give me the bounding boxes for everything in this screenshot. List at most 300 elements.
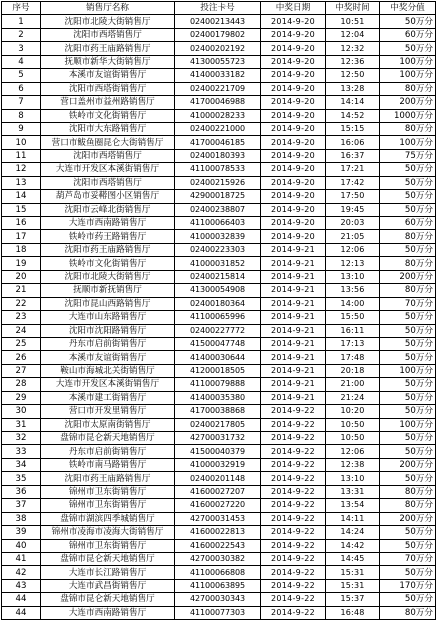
cell-serial: 11	[2, 149, 41, 162]
cell-card-number: 42700031453	[175, 512, 261, 525]
cell-card-number: 02400238807	[175, 203, 261, 216]
cell-win-value: 100万分	[380, 136, 436, 149]
cell-serial: 4	[2, 55, 41, 68]
cell-win-value: 50万分	[380, 337, 436, 350]
cell-win-date: 2014-9-21	[261, 391, 326, 404]
cell-win-date: 2014-9-22	[261, 405, 326, 418]
lottery-winners-table	[1, 1, 436, 620]
cell-win-time: 14:45	[326, 552, 380, 565]
cell-hall-name: 鞍山市海城北关街销售厅	[41, 364, 175, 377]
cell-win-date: 2014-9-21	[261, 297, 326, 310]
cell-win-date: 2014-9-21	[261, 270, 326, 283]
cell-win-time: 13:56	[326, 284, 380, 297]
table-row	[2, 391, 436, 404]
table-row	[2, 149, 436, 162]
cell-hall-name: 沈阳市云峰北街销售厅	[41, 203, 175, 216]
table-row	[2, 230, 436, 243]
cell-win-time: 16:06	[326, 136, 380, 149]
table-row	[2, 55, 436, 68]
table-row	[2, 458, 436, 471]
cell-win-time: 16:48	[326, 606, 380, 619]
cell-win-value: 50万分	[380, 324, 436, 337]
cell-hall-name: 大连市开发区本溪街销售厅	[41, 163, 175, 176]
cell-card-number: 02400221000	[175, 122, 261, 135]
table-row	[2, 311, 436, 324]
cell-win-time: 15:15	[326, 122, 380, 135]
table-row	[2, 364, 436, 377]
table-row	[2, 176, 436, 189]
cell-card-number: 41400035380	[175, 391, 261, 404]
cell-serial: 25	[2, 337, 41, 350]
table-row	[2, 284, 436, 297]
cell-hall-name: 抚顺市新抚销售厅	[41, 284, 175, 297]
cell-win-value: 80万分	[380, 122, 436, 135]
cell-hall-name: 沈阳市北陵大街销售厅	[41, 270, 175, 283]
cell-serial: 3	[2, 42, 41, 55]
cell-hall-name: 沈阳市太原南街销售厅	[41, 418, 175, 431]
table-row	[2, 257, 436, 270]
cell-win-time: 14:24	[326, 526, 380, 539]
table-row	[2, 418, 436, 431]
cell-hall-name: 盘锦市昆仑新天地销售厅	[41, 593, 175, 606]
cell-win-date: 2014-9-20	[261, 203, 326, 216]
cell-card-number: 41100063895	[175, 579, 261, 592]
cell-win-date: 2014-9-22	[261, 552, 326, 565]
cell-win-date: 2014-9-21	[261, 311, 326, 324]
table-row	[2, 405, 436, 418]
table-row	[2, 485, 436, 498]
cell-serial: 7	[2, 96, 41, 109]
cell-win-date: 2014-9-21	[261, 243, 326, 256]
table-row	[2, 42, 436, 55]
cell-serial: 34	[2, 458, 41, 471]
cell-win-time: 21:05	[326, 230, 380, 243]
cell-serial: 13	[2, 176, 41, 189]
cell-hall-name: 沈阳市北陵大街销售厅	[41, 15, 175, 28]
cell-card-number: 41400033182	[175, 69, 261, 82]
cell-card-number: 41100079888	[175, 378, 261, 391]
cell-win-value: 70万分	[380, 297, 436, 310]
table-row	[2, 28, 436, 41]
cell-hall-name: 大连市西南路销售厅	[41, 606, 175, 619]
cell-win-value: 1000万分	[380, 109, 436, 122]
cell-card-number: 42900018725	[175, 190, 261, 203]
cell-serial: 31	[2, 418, 41, 431]
cell-win-time: 20:03	[326, 217, 380, 230]
cell-win-value: 50万分	[380, 432, 436, 445]
cell-card-number: 41600027220	[175, 499, 261, 512]
table-row	[2, 136, 436, 149]
cell-card-number: 41000032839	[175, 230, 261, 243]
cell-win-date: 2014-9-22	[261, 458, 326, 471]
cell-hall-name: 抚顺市新华大街销售厅	[41, 55, 175, 68]
table-row	[2, 552, 436, 565]
cell-win-time: 13:54	[326, 499, 380, 512]
cell-win-time: 17:42	[326, 176, 380, 189]
cell-win-value: 80万分	[380, 257, 436, 270]
cell-win-value: 50万分	[380, 42, 436, 55]
cell-hall-name: 营口市开发里销售厅	[41, 405, 175, 418]
cell-win-time: 10:51	[326, 15, 380, 28]
cell-win-value: 100万分	[380, 418, 436, 431]
cell-win-time: 13:28	[326, 82, 380, 95]
cell-card-number: 41500040379	[175, 445, 261, 458]
table-row	[2, 378, 436, 391]
cell-win-value: 70万分	[380, 552, 436, 565]
table-row	[2, 337, 436, 350]
cell-win-value: 50万分	[380, 405, 436, 418]
cell-card-number: 41600022813	[175, 526, 261, 539]
cell-win-date: 2014-9-22	[261, 579, 326, 592]
cell-win-time: 13:10	[326, 472, 380, 485]
cell-serial: 1	[2, 15, 41, 28]
cell-card-number: 02400227772	[175, 324, 261, 337]
cell-win-time: 16:11	[326, 324, 380, 337]
cell-card-number: 41700046185	[175, 136, 261, 149]
header-row	[2, 2, 436, 15]
cell-win-date: 2014-9-22	[261, 472, 326, 485]
cell-serial: 22	[2, 297, 41, 310]
cell-win-date: 2014-9-22	[261, 526, 326, 539]
cell-win-value: 60万分	[380, 217, 436, 230]
cell-win-time: 14:14	[326, 96, 380, 109]
cell-win-time: 12:04	[326, 28, 380, 41]
cell-serial: 41	[2, 552, 41, 565]
cell-hall-name: 沈阳市西塔销售厅	[41, 149, 175, 162]
cell-win-time: 10:50	[326, 418, 380, 431]
cell-win-time: 15:31	[326, 579, 380, 592]
cell-card-number: 02400215926	[175, 176, 261, 189]
cell-win-value: 50万分	[380, 526, 436, 539]
cell-win-time: 14:11	[326, 512, 380, 525]
table-row	[2, 539, 436, 552]
cell-win-date: 2014-9-22	[261, 432, 326, 445]
cell-win-date: 2014-9-20	[261, 96, 326, 109]
cell-hall-name: 本溪市友谊街销售厅	[41, 69, 175, 82]
cell-win-time: 17:48	[326, 351, 380, 364]
cell-serial: 40	[2, 539, 41, 552]
cell-serial: 9	[2, 122, 41, 135]
table-row	[2, 15, 436, 28]
cell-card-number: 02400202192	[175, 42, 261, 55]
cell-hall-name: 营口市鲅鱼圈昆仑大街销售厅	[41, 136, 175, 149]
cell-win-date: 2014-9-20	[261, 28, 326, 41]
cell-serial: 14	[2, 190, 41, 203]
cell-hall-name: 沈阳市沈阳路销售厅	[41, 324, 175, 337]
cell-win-value: 50万分	[380, 163, 436, 176]
cell-hall-name: 葫芦岛市妥鞯图小区销售厅	[41, 190, 175, 203]
cell-win-value: 50万分	[380, 378, 436, 391]
cell-serial: 29	[2, 391, 41, 404]
cell-hall-name: 丹东市启前街销售厅	[41, 337, 175, 350]
cell-hall-name: 锦州市卫东街销售厅	[41, 485, 175, 498]
cell-win-value: 60万分	[380, 28, 436, 41]
cell-hall-name: 沈阳市药王庙路销售厅	[41, 42, 175, 55]
cell-win-date: 2014-9-21	[261, 351, 326, 364]
cell-serial: 27	[2, 364, 41, 377]
table-row	[2, 109, 436, 122]
cell-serial: 38	[2, 512, 41, 525]
cell-win-time: 12:32	[326, 42, 380, 55]
table-row	[2, 566, 436, 579]
cell-win-value: 50万分	[380, 593, 436, 606]
cell-serial: 17	[2, 230, 41, 243]
cell-win-date: 2014-9-20	[261, 149, 326, 162]
table-row	[2, 69, 436, 82]
table-row	[2, 203, 436, 216]
cell-win-time: 20:18	[326, 364, 380, 377]
cell-win-value: 50万分	[380, 539, 436, 552]
cell-win-date: 2014-9-21	[261, 284, 326, 297]
cell-serial: 12	[2, 163, 41, 176]
cell-serial: 35	[2, 472, 41, 485]
cell-serial: 6	[2, 82, 41, 95]
cell-hall-name: 沈阳市西塔销售厅	[41, 28, 175, 41]
cell-win-date: 2014-9-22	[261, 606, 326, 619]
cell-serial: 44	[2, 593, 41, 606]
cell-card-number: 02400213443	[175, 15, 261, 28]
cell-hall-name: 盘锦市湖滨四季城销售厅	[41, 512, 175, 525]
cell-win-time: 12:38	[326, 458, 380, 471]
cell-win-time: 19:45	[326, 203, 380, 216]
table-row	[2, 96, 436, 109]
cell-win-date: 2014-9-21	[261, 378, 326, 391]
cell-win-value: 100万分	[380, 55, 436, 68]
cell-serial: 2	[2, 28, 41, 41]
cell-card-number: 41600022543	[175, 539, 261, 552]
cell-serial: 24	[2, 324, 41, 337]
cell-win-value: 50万分	[380, 176, 436, 189]
cell-win-date: 2014-9-21	[261, 257, 326, 270]
cell-win-time: 13:31	[326, 485, 380, 498]
table-row	[2, 512, 436, 525]
cell-card-number: 41100077303	[175, 606, 261, 619]
cell-hall-name: 铁岭市药王路销售厅	[41, 230, 175, 243]
cell-win-date: 2014-9-20	[261, 42, 326, 55]
cell-win-time: 21:24	[326, 391, 380, 404]
cell-win-value: 50万分	[380, 190, 436, 203]
cell-win-date: 2014-9-21	[261, 337, 326, 350]
cell-serial: 39	[2, 526, 41, 539]
cell-serial: 8	[2, 109, 41, 122]
cell-win-date: 2014-9-20	[261, 136, 326, 149]
cell-serial: 18	[2, 243, 41, 256]
cell-card-number: 02400223303	[175, 243, 261, 256]
cell-card-number: 41300055723	[175, 55, 261, 68]
cell-win-value: 50万分	[380, 15, 436, 28]
cell-hall-name: 盘锦市昆仑新天地销售厅	[41, 552, 175, 565]
cell-card-number: 41300054908	[175, 284, 261, 297]
cell-card-number: 41100066808	[175, 566, 261, 579]
cell-hall-name: 大连市武昌街销售厅	[41, 579, 175, 592]
cell-win-value: 50万分	[380, 203, 436, 216]
cell-card-number: 41100078533	[175, 163, 261, 176]
cell-serial: 28	[2, 378, 41, 391]
cell-win-time: 15:50	[326, 311, 380, 324]
cell-serial: 21	[2, 284, 41, 297]
cell-win-time: 14:52	[326, 109, 380, 122]
cell-win-date: 2014-9-20	[261, 176, 326, 189]
table-row	[2, 190, 436, 203]
cell-win-value: 80万分	[380, 606, 436, 619]
cell-win-date: 2014-9-22	[261, 485, 326, 498]
cell-card-number: 41400030644	[175, 351, 261, 364]
cell-serial: 30	[2, 405, 41, 418]
cell-win-value: 170万分	[380, 579, 436, 592]
table-row	[2, 82, 436, 95]
cell-hall-name: 沈阳市西塔销售厅	[41, 176, 175, 189]
table-row	[2, 324, 436, 337]
table-row	[2, 270, 436, 283]
cell-win-date: 2014-9-20	[261, 122, 326, 135]
cell-card-number: 02400180364	[175, 297, 261, 310]
header-win-date: 中奖日期	[261, 2, 326, 15]
cell-win-date: 2014-9-20	[261, 82, 326, 95]
table-row	[2, 593, 436, 606]
header-win-time: 中奖时间	[326, 2, 380, 15]
cell-win-time: 15:37	[326, 593, 380, 606]
cell-serial: 23	[2, 311, 41, 324]
cell-card-number: 02400221709	[175, 82, 261, 95]
cell-win-date: 2014-9-20	[261, 109, 326, 122]
cell-win-time: 12:06	[326, 445, 380, 458]
cell-win-time: 12:50	[326, 69, 380, 82]
cell-win-date: 2014-9-20	[261, 217, 326, 230]
cell-card-number: 41100065996	[175, 311, 261, 324]
cell-win-date: 2014-9-22	[261, 499, 326, 512]
cell-win-value: 75万分	[380, 149, 436, 162]
cell-card-number: 02400215814	[175, 270, 261, 283]
cell-win-value: 50万分	[380, 351, 436, 364]
cell-win-date: 2014-9-22	[261, 418, 326, 431]
cell-hall-name: 铁岭市文化街销售厅	[41, 257, 175, 270]
cell-win-value: 80万分	[380, 485, 436, 498]
table-row	[2, 579, 436, 592]
cell-hall-name: 铁岭市南马路销售厅	[41, 458, 175, 471]
cell-hall-name: 铁岭市文化街销售厅	[41, 109, 175, 122]
cell-serial: 5	[2, 69, 41, 82]
cell-serial: 19	[2, 257, 41, 270]
cell-win-time: 12:13	[326, 257, 380, 270]
cell-win-time: 14:00	[326, 297, 380, 310]
cell-win-date: 2014-9-22	[261, 593, 326, 606]
cell-win-date: 2014-9-20	[261, 163, 326, 176]
cell-win-time: 17:21	[326, 163, 380, 176]
cell-serial: 44	[2, 606, 41, 619]
cell-card-number: 41000028233	[175, 109, 261, 122]
cell-win-time: 10:50	[326, 432, 380, 445]
cell-win-value: 200万分	[380, 96, 436, 109]
table-row	[2, 217, 436, 230]
cell-win-time: 21:00	[326, 378, 380, 391]
cell-win-date: 2014-9-22	[261, 539, 326, 552]
cell-win-value: 50万分	[380, 472, 436, 485]
cell-win-value: 80万分	[380, 230, 436, 243]
cell-card-number: 41000031852	[175, 257, 261, 270]
cell-hall-name: 本溪市建工街销售厅	[41, 391, 175, 404]
cell-win-time: 17:13	[326, 337, 380, 350]
cell-serial: 16	[2, 217, 41, 230]
cell-hall-name: 锦州市凌海市凌海大街销售厅	[41, 526, 175, 539]
cell-card-number: 41700038868	[175, 405, 261, 418]
cell-win-time: 16:37	[326, 149, 380, 162]
cell-serial: 37	[2, 499, 41, 512]
cell-win-time: 12:36	[326, 55, 380, 68]
cell-card-number: 41500047748	[175, 337, 261, 350]
cell-serial: 42	[2, 566, 41, 579]
cell-win-value: 200万分	[380, 458, 436, 471]
cell-hall-name: 沈阳市西塔街销售厅	[41, 82, 175, 95]
cell-win-value: 50万分	[380, 391, 436, 404]
cell-serial: 26	[2, 351, 41, 364]
cell-serial: 20	[2, 270, 41, 283]
cell-win-date: 2014-9-21	[261, 364, 326, 377]
cell-win-value: 80万分	[380, 284, 436, 297]
cell-win-date: 2014-9-22	[261, 512, 326, 525]
cell-win-time: 15:31	[326, 566, 380, 579]
cell-win-date: 2014-9-20	[261, 190, 326, 203]
table-row	[2, 432, 436, 445]
cell-card-number: 41200018505	[175, 364, 261, 377]
table-row	[2, 243, 436, 256]
header-hall-name: 销售厅名称	[41, 2, 175, 15]
cell-hall-name: 沈阳市大东路销售厅	[41, 122, 175, 135]
cell-card-number: 02400217805	[175, 418, 261, 431]
cell-win-value: 200万分	[380, 270, 436, 283]
cell-win-value: 200万分	[380, 512, 436, 525]
cell-card-number: 42700030343	[175, 593, 261, 606]
cell-serial: 10	[2, 136, 41, 149]
cell-win-date: 2014-9-21	[261, 324, 326, 337]
cell-hall-name: 丹东市启前街销售厅	[41, 445, 175, 458]
cell-card-number: 41700046988	[175, 96, 261, 109]
cell-hall-name: 大连市西南路销售厅	[41, 217, 175, 230]
cell-win-date: 2014-9-20	[261, 55, 326, 68]
cell-win-value: 100万分	[380, 69, 436, 82]
table-row	[2, 499, 436, 512]
cell-win-value: 50万分	[380, 445, 436, 458]
cell-win-time: 10:20	[326, 405, 380, 418]
cell-card-number: 41000032919	[175, 458, 261, 471]
cell-win-date: 2014-9-20	[261, 15, 326, 28]
cell-win-value: 80万分	[380, 82, 436, 95]
cell-card-number: 41600027207	[175, 485, 261, 498]
table-row	[2, 163, 436, 176]
cell-hall-name: 营口盖州市益州路销售厅	[41, 96, 175, 109]
cell-win-value: 50万分	[380, 311, 436, 324]
cell-serial: 43	[2, 579, 41, 592]
cell-serial: 33	[2, 445, 41, 458]
cell-hall-name: 沈阳市药王庙路销售厅	[41, 472, 175, 485]
cell-win-date: 2014-9-22	[261, 445, 326, 458]
cell-win-value: 80万分	[380, 499, 436, 512]
table-row	[2, 445, 436, 458]
cell-hall-name: 沈阳市昆山西路销售厅	[41, 297, 175, 310]
cell-hall-name: 大连市山东路销售厅	[41, 311, 175, 324]
cell-win-time: 13:10	[326, 270, 380, 283]
cell-serial: 15	[2, 203, 41, 216]
cell-hall-name: 锦州市卫东街销售厅	[41, 499, 175, 512]
cell-card-number: 42700030382	[175, 552, 261, 565]
cell-hall-name: 沈阳市药王庙路销售厅	[41, 243, 175, 256]
cell-hall-name: 本溪市友谊街销售厅	[41, 351, 175, 364]
cell-win-time: 14:42	[326, 539, 380, 552]
table-row	[2, 122, 436, 135]
table-row	[2, 472, 436, 485]
cell-win-date: 2014-9-20	[261, 230, 326, 243]
cell-serial: 36	[2, 485, 41, 498]
cell-card-number: 42700031732	[175, 432, 261, 445]
